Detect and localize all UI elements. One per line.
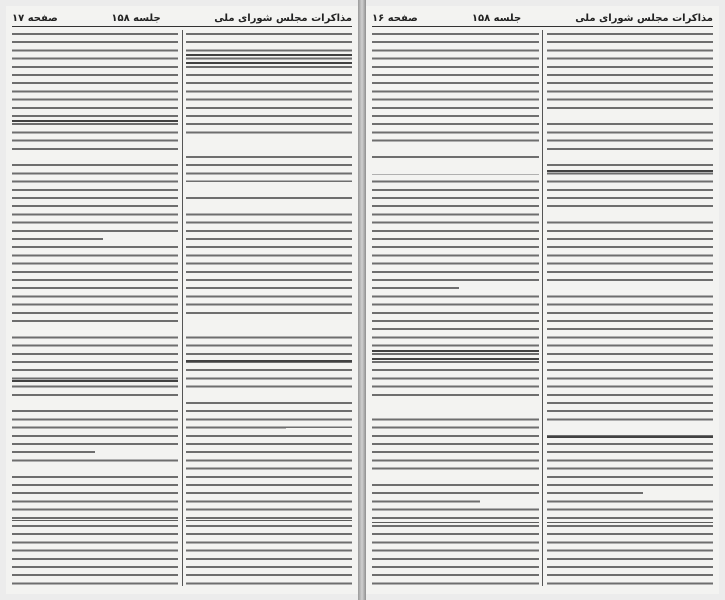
left-page-title: مذاکرات مجلس شورای ملی xyxy=(214,12,352,24)
left-page-columns xyxy=(12,30,352,590)
binding-gutter xyxy=(358,0,366,600)
right-page-column-right xyxy=(547,30,714,590)
left-page-number: صفحه ۱۷ xyxy=(12,12,58,24)
right-page xyxy=(366,6,719,594)
right-page-column-left xyxy=(372,30,539,590)
right-page-number: صفحه ۱۶ xyxy=(372,12,418,24)
left-page-column-left xyxy=(12,30,178,590)
left-page-column-right xyxy=(186,30,352,590)
left-page-header xyxy=(12,10,352,27)
right-page-session: جلسه ۱۵۸ xyxy=(471,12,522,24)
left-page-session: جلسه ۱۵۸ xyxy=(111,12,161,24)
right-page-columns xyxy=(372,30,713,590)
left-page xyxy=(6,6,358,594)
right-page-title: مذاکرات مجلس شورای ملی xyxy=(575,12,713,24)
right-page-header xyxy=(372,10,713,27)
